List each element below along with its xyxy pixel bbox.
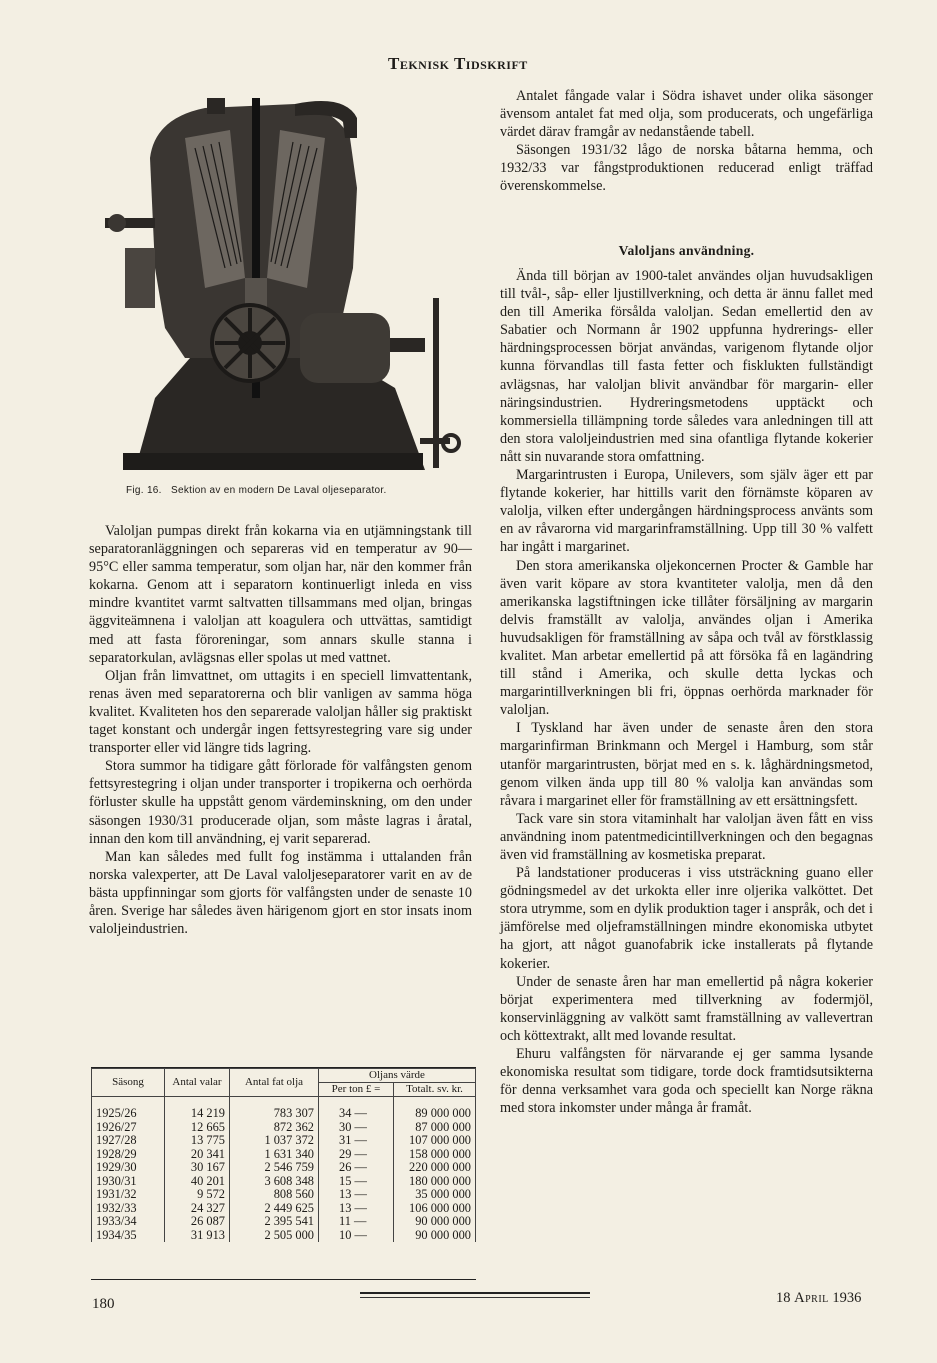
cell-per-ton: 26 — [319, 1161, 394, 1175]
issue-date [776, 1290, 861, 1307]
cell-barrels: 872 362 [230, 1121, 319, 1135]
cell-total: 87 000 000 [394, 1121, 476, 1135]
col-header-value-group: Oljans värde [319, 1069, 476, 1083]
cell-per-ton: 13 — [319, 1202, 394, 1216]
whaling-statistics-table [91, 1067, 476, 1280]
paragraph: Antalet fångade valar i Södra ishavet under olika säsonger ävensom antalet fat med olja, som producerats, och ungefärliga värdet därav framgår av nedanstående tabell. [500, 88, 873, 141]
footer-rule [360, 1292, 590, 1294]
cell-whales: 9 572 [165, 1188, 230, 1202]
cell-total: 220 000 000 [394, 1161, 476, 1175]
cell-whales: 24 327 [165, 1202, 230, 1216]
table-row [92, 1148, 476, 1162]
right-column-body [500, 267, 873, 1117]
col-header-barrels: Antal fat olja [230, 1069, 319, 1097]
figure-caption-text: Sektion av en modern De Laval oljeseparator. [171, 485, 387, 496]
paragraph: Oljan från limvattnet, om uttagits i en speciell limvattentank, renas även med separatorerna och blir vanligen av samma höga kvalitet. Kvaliteten hos den separerade valoljan håller sig praktiskt taget konstant och undergår ingen fettsyrestegring vare sig under transporter eller vid längre tids lagring. [89, 667, 472, 757]
cell-barrels: 2 395 541 [230, 1215, 319, 1229]
footer-rule-thin [360, 1297, 590, 1298]
issue-month: April [794, 1290, 829, 1306]
cell-per-ton: 30 — [319, 1121, 394, 1135]
cell-per-ton: 34 — [319, 1107, 394, 1121]
section-heading: Valoljans användning. [618, 243, 755, 258]
paragraph: Ända till början av 1900-talet användes oljan huvudsakligen till tvål-, såp- eller ljustillverkning, och detta är ännu fallet med den till Amerika försålda valoljan. Sedan emellertid den av Sabatier och Normann år 1902 uppfunna hydrerings- eller härdningsprocessen börjat användas, varigenom flytande oljor kunna förvandlas till fasta fetter och fisklukten fullständigt avlägsnas, har valoljan blivit användbar för margarin- eller näringsindustrien. Hydreringsmetodens upptäckt och kommersiella tillämpning torde således vara anledningen till att den stora valoljeindustrien med sina ofantliga flytande kokerier nått sin nuvarande stora omfattning. [500, 268, 873, 465]
paragraph: På landstationer produceras i viss utsträckning guano eller gödningsmedel av det urkokta eller inre oljerika valköttet. Det stora utrymme, som en dylik produktion tager i anspråk, och det i jämförelse med oljeframställningen mindre ekonomiska utbytet ha gjort, att något guanofabrik icke installerats på flytande kokerier. [500, 865, 873, 972]
table-row [92, 1161, 476, 1175]
paragraph: Säsongen 1931/32 lågo de norska båtarna hemma, och 1932/33 var fångstproduktionen reducerad enligt träffad överenskommelse. [500, 142, 873, 195]
cell-barrels: 1 631 340 [230, 1148, 319, 1162]
cell-whales: 12 665 [165, 1121, 230, 1135]
cell-total: 90 000 000 [394, 1229, 476, 1243]
cell-season: 1929/30 [92, 1161, 165, 1175]
cell-season: 1926/27 [92, 1121, 165, 1135]
cell-whales: 13 775 [165, 1134, 230, 1148]
cell-barrels: 1 037 372 [230, 1134, 319, 1148]
cell-barrels: 2 449 625 [230, 1202, 319, 1216]
paragraph: Den stora amerikanska oljekoncernen Procter & Gamble har även varit köpare av stora kvantiteter valolja, men då den amerikanska lagstiftningen icke tillåter försäljning av margarin delvis framställt av valolja, användes oljan i Amerika huvudsakligen för framställning av såpa och tvål av förstklassig kvalitet. Man arbetar emellertid på att försöka få en lagändring till stånd i Amerika, och skulle detta lyckas och margarintillverkningen bli fri, öppnas oerhörda marknader för valoljan. [500, 557, 873, 719]
cell-whales: 30 167 [165, 1161, 230, 1175]
cell-per-ton: 15 — [319, 1175, 394, 1189]
table-row [92, 1175, 476, 1189]
cell-season: 1927/28 [92, 1134, 165, 1148]
table-row [92, 1121, 476, 1135]
paragraph: Stora summor ha tidigare gått förlorade för valfångsten genom fettsyrestegring i oljan under transporter i tropikerna och oerhörda förluster skulle ha uppstått genom värdeminskning, om den under säsongen 1930/31 producerade oljan, som måste lagras i åratal, innan den kom till användning, ej varit separerad. [89, 758, 472, 847]
paragraph: Under de senaste åren har man emellertid på några kokerier börjat experimentera med tillverkning av fodermjöl, konservinläggning av valkött samt framställning av vallevertran och köttextrakt, allt med lovande resultat. [500, 973, 873, 1044]
cell-season: 1933/34 [92, 1215, 165, 1229]
cell-barrels: 783 307 [230, 1107, 319, 1121]
col-header-total: Totalt. sv. kr. [394, 1083, 476, 1097]
cell-per-ton: 10 — [319, 1229, 394, 1243]
cell-season: 1928/29 [92, 1148, 165, 1162]
table-row [92, 1229, 476, 1243]
table-row [92, 1202, 476, 1216]
cell-total: 35 000 000 [394, 1188, 476, 1202]
separator-drawing [95, 98, 467, 474]
issue-day: 18 [776, 1290, 791, 1306]
cell-barrels: 808 560 [230, 1188, 319, 1202]
paragraph: Man kan således med fullt fog instämma i uttalanden från norska valexperter, att De Laval valoljeseparatorer varit en av de bästa uppfinningar som gjorts för valfångsten under de senaste 10 åren. Sverige har således även härigenom gjort en stor insats inom valoljeindustrien. [89, 848, 472, 938]
figure-caption [126, 485, 387, 496]
cell-total: 90 000 000 [394, 1215, 476, 1229]
journal-title: Teknisk Tidskrift [388, 54, 528, 73]
cell-season: 1931/32 [92, 1188, 165, 1202]
cell-season: 1925/26 [92, 1107, 165, 1121]
cell-per-ton: 11 — [319, 1215, 394, 1229]
cell-barrels: 2 546 759 [230, 1161, 319, 1175]
cell-season: 1932/33 [92, 1202, 165, 1216]
cell-barrels: 3 608 348 [230, 1175, 319, 1189]
cell-per-ton: 31 — [319, 1134, 394, 1148]
cell-total: 107 000 000 [394, 1134, 476, 1148]
col-header-season: Säsong [92, 1069, 165, 1097]
cell-season: 1934/35 [92, 1229, 165, 1243]
table-row [92, 1188, 476, 1202]
cell-season: 1930/31 [92, 1175, 165, 1189]
col-header-whales: Antal valar [165, 1069, 230, 1097]
cell-total: 180 000 000 [394, 1175, 476, 1189]
cell-total: 106 000 000 [394, 1202, 476, 1216]
cell-whales: 20 341 [165, 1148, 230, 1162]
cell-total: 158 000 000 [394, 1148, 476, 1162]
separator-illustration [95, 98, 467, 474]
paragraph: Valoljan pumpas direkt från kokarna via en utjämningstank till separatoranläggningen och separeras vid en temperatur av 90—95°C eller samma temperatur, som oljan har, när den kommer från kokarna. Genom att i separatorn kontinuerligt inleda en viss mindre kvantitet varmt saltvatten tillsammans med oljan, bringas äggviteämnena i valoljan att koagulera och uttvättas, samtidigt med att fasta föroreningar, som annars skulle stanna i separatorkulan, avlägsnas eller spolas ut med vattnet. [89, 523, 472, 666]
table-row [92, 1107, 476, 1121]
left-column [89, 522, 472, 938]
page-number: 180 [92, 1296, 115, 1312]
paragraph: Margarintrusten i Europa, Unilevers, som själv äger ett par flytande kokerier, har hittills varit den förnämste köparen av valolja, vilken efter undergången härdningsprocess använts som en av råvarorna vid margarinframställning. Upp till 30 % valfett har ingått i margarinet. [500, 467, 873, 556]
cell-per-ton: 13 — [319, 1188, 394, 1202]
cell-total: 89 000 000 [394, 1107, 476, 1121]
cell-whales: 14 219 [165, 1107, 230, 1121]
figure-caption-label: Fig. 16. [126, 485, 162, 496]
paragraph: Tack vare sin stora vitaminhalt har valoljan även fått en viss användning inom patentmedicintillverkningen och den begagnas även vid framställning av kosmetiska preparat. [500, 810, 873, 863]
cell-whales: 31 913 [165, 1229, 230, 1243]
cell-per-ton: 29 — [319, 1148, 394, 1162]
cell-barrels: 2 505 000 [230, 1229, 319, 1243]
cell-whales: 26 087 [165, 1215, 230, 1229]
col-header-per-ton: Per ton £ = [319, 1083, 394, 1097]
table-row [92, 1134, 476, 1148]
issue-year: 1936 [832, 1290, 862, 1306]
paragraph: I Tyskland har även under de senaste åren den stora margarinfirman Brinkmann och Mergel i Hamburg, som står utanför margarintrusten, börjat med en s. k. låghärdningsmetod, genom vilken ända upp till 80 % valolja kan användas som råvara i margarinet eller för framställning av ett ersättningsfett. [500, 720, 873, 809]
paragraph: Ehuru valfångsten för närvarande ej ger samma lysande ekonomiska resultat som tidigare, torde dock framtidsutsikterna för denna verksamhet vara goda och speciellt kan Norge räkna med stora inkomster under många år framåt. [500, 1046, 873, 1117]
table-row [92, 1215, 476, 1229]
right-column-intro [500, 87, 873, 196]
cell-whales: 40 201 [165, 1175, 230, 1189]
